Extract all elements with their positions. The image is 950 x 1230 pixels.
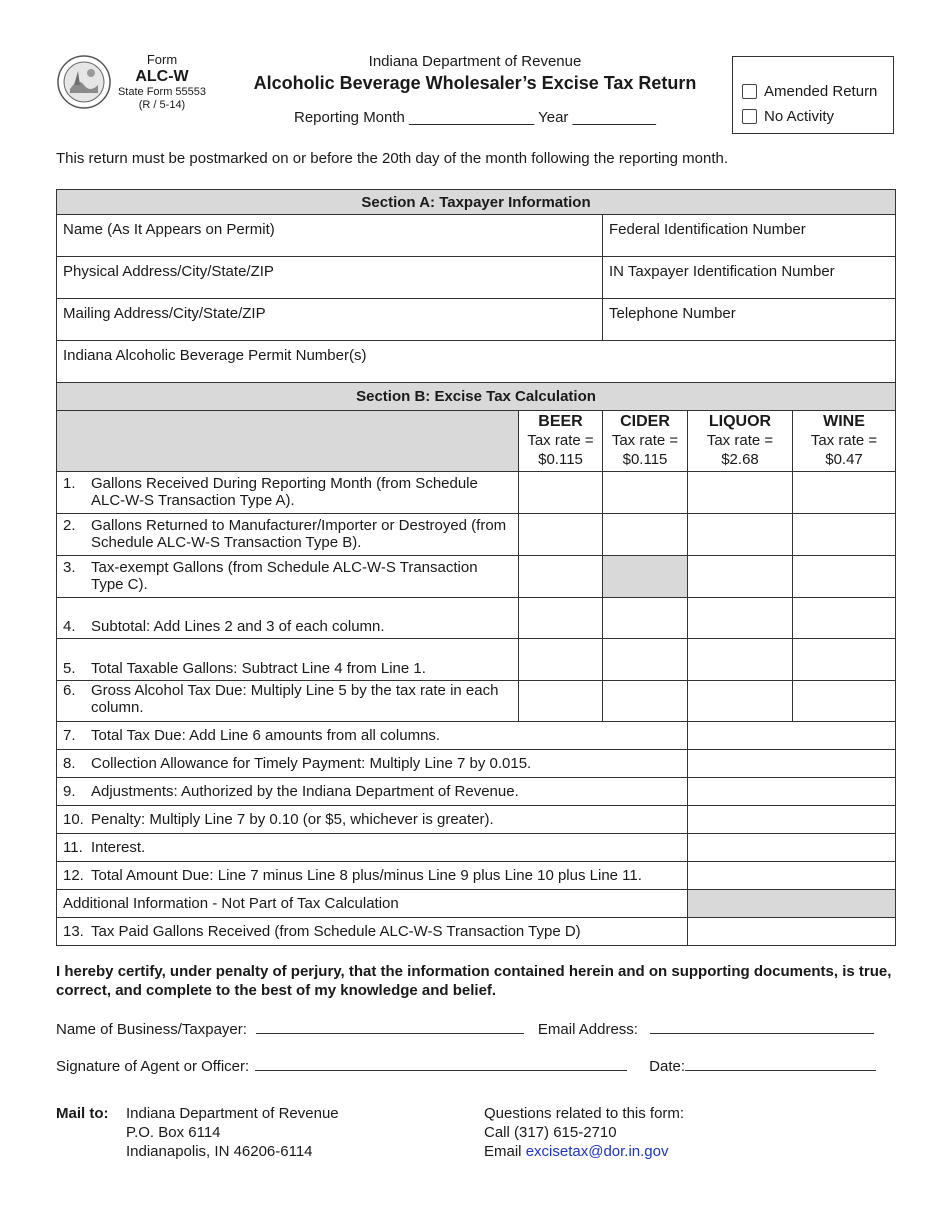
line-1-beer-input[interactable] (519, 472, 603, 514)
line-13-description (57, 918, 688, 946)
line-6-beer-input[interactable] (519, 681, 603, 722)
line-number: 12. (63, 867, 84, 884)
line-number: 8. (63, 755, 76, 772)
line-text: Total Taxable Gallons: Subtract Line 4 from Line 1. (91, 660, 426, 677)
line-text: Tax Paid Gallons Received (from Schedule ALC-W-S Transaction Type D) (91, 923, 581, 940)
rate-value: $0.115 (538, 451, 583, 468)
line-9-input[interactable] (688, 778, 896, 806)
year-field[interactable]: Year __________ (538, 109, 656, 126)
form-code: ALC-W (135, 67, 189, 85)
column-name: LIQUOR (708, 413, 772, 431)
amended-return-option[interactable] (742, 79, 893, 104)
rate-label: Tax rate = (810, 432, 878, 450)
column-name: BEER (538, 413, 583, 431)
line-13-input[interactable] (688, 918, 896, 946)
line-6-wine-input[interactable] (793, 681, 896, 722)
line-1-liquor-input[interactable] (688, 472, 793, 514)
column-header-liquor (688, 411, 793, 472)
date-label: Date: (649, 1058, 686, 1075)
line-6-description (57, 681, 519, 722)
tax-return-table (56, 189, 896, 946)
mailing-address-field[interactable]: Mailing Address/City/State/ZIP (57, 299, 603, 341)
business-email-row (56, 1019, 874, 1038)
no-activity-label: No Activity (764, 108, 835, 125)
business-name-input[interactable] (256, 1019, 524, 1034)
line-number: 9. (63, 783, 76, 800)
line-number: 2. (63, 517, 76, 534)
reporting-month-field[interactable]: Reporting Month _______________ (293, 109, 535, 126)
section-a-heading: Section A: Taxpayer Information (57, 190, 896, 215)
postmark-notice: This return must be postmarked on or before the 20th day of the month following the reporting month. (56, 150, 729, 167)
signature-input[interactable] (255, 1056, 627, 1071)
additional-info-heading: Additional Information - Not Part of Tax Calculation (57, 890, 688, 918)
line-1-wine-input[interactable] (793, 472, 896, 514)
column-header-cider (603, 411, 688, 472)
line-2-description (57, 514, 519, 556)
line-12-input[interactable] (688, 862, 896, 890)
rate-value: $2.68 (721, 451, 759, 468)
column-name: WINE (823, 413, 865, 431)
line-text: Total Tax Due: Add Line 6 amounts from all columns. (91, 727, 441, 744)
form-identifier (112, 53, 212, 112)
state-form-number: State Form 55553 (117, 86, 207, 99)
certification-statement: I hereby certify, under penalty of perjury, that the information contained herein and on supporting documents, is true, correct, and complete to the best of my knowledge and belief. (56, 963, 892, 999)
line-8-description (57, 750, 688, 778)
line-3-liquor-input[interactable] (688, 556, 793, 598)
line-5-wine-input[interactable] (793, 639, 896, 681)
line-5-description (57, 639, 519, 681)
form-header (230, 53, 720, 126)
questions-heading: Questions related to this form: (484, 1105, 685, 1122)
line-6-cider-input[interactable] (603, 681, 688, 722)
rate-label: Tax rate = (527, 432, 594, 450)
line-4-beer-input[interactable] (519, 598, 603, 639)
section-b-heading: Section B: Excise Tax Calculation (57, 383, 896, 411)
line-4-liquor-input[interactable] (688, 598, 793, 639)
rate-label: Tax rate = (706, 432, 774, 450)
mail-line: Indiana Department of Revenue (126, 1105, 339, 1122)
mail-address (126, 1105, 339, 1161)
email-prefix: Email (484, 1142, 522, 1160)
in-taxpayer-id-field[interactable]: IN Taxpayer Identification Number (603, 257, 896, 299)
line-8-input[interactable] (688, 750, 896, 778)
fein-field[interactable]: Federal Identification Number (603, 215, 896, 257)
line-text: Collection Allowance for Timely Payment: Multiply Line 7 by 0.015. (91, 755, 532, 772)
email-label: Email Address: (537, 1021, 638, 1038)
line-text: Gallons Returned to Manufacturer/Importer or Destroyed (from Schedule ALC-W-S Transaction Type B). (91, 517, 507, 551)
line-number: 4. (63, 618, 76, 635)
line-2-wine-input[interactable] (793, 514, 896, 556)
email-input[interactable] (650, 1019, 874, 1034)
line-text: Gross Alcohol Tax Due: Multiply Line 5 by the tax rate in each column. (91, 682, 499, 716)
line-11-input[interactable] (688, 834, 896, 862)
line-6-liquor-input[interactable] (688, 681, 793, 722)
form-title: Alcoholic Beverage Wholesaler’s Excise Tax Return (253, 73, 697, 93)
line-text: Subtotal: Add Lines 2 and 3 of each column. (91, 618, 385, 635)
line-number: 10. (63, 811, 84, 828)
no-activity-option[interactable] (742, 104, 893, 129)
rate-value: $0.47 (825, 451, 863, 468)
line-4-cider-input[interactable] (603, 598, 688, 639)
contact-email-link[interactable]: excisetax@dor.in.gov (525, 1142, 669, 1160)
line-9-description (57, 778, 688, 806)
line-number: 3. (63, 559, 76, 576)
line-number: 13. (63, 923, 84, 940)
line-1-description (57, 472, 519, 514)
line-2-cider-input[interactable] (603, 514, 688, 556)
form-word: Form (146, 52, 178, 67)
column-header-wine (793, 411, 896, 472)
date-input[interactable] (685, 1056, 876, 1071)
line-11-description (57, 834, 688, 862)
permit-number-field[interactable]: Indiana Alcoholic Beverage Permit Number(s) (57, 341, 896, 383)
line-10-description (57, 806, 688, 834)
questions-email-row (484, 1143, 684, 1162)
line-text: Gallons Received During Reporting Month (from Schedule ALC-W-S Transaction Type A). (91, 475, 478, 509)
line-2-beer-input[interactable] (519, 514, 603, 556)
column-name: CIDER (620, 413, 670, 431)
reporting-period (230, 109, 720, 126)
rate-value: $0.115 (622, 451, 668, 468)
return-type-box (732, 56, 894, 134)
mailing-address-block (56, 1105, 339, 1161)
rate-label: Tax rate = (611, 432, 679, 450)
line-2-liquor-input[interactable] (688, 514, 793, 556)
line-3-cider-shaded (603, 556, 688, 598)
business-name-label: Name of Business/Taxpayer: (56, 1021, 247, 1038)
amended-return-label: Amended Return (764, 83, 878, 100)
telephone-field[interactable]: Telephone Number (603, 299, 896, 341)
line-12-description (57, 862, 688, 890)
questions-phone: Call (317) 615-2710 (484, 1123, 617, 1141)
additional-info-shaded (688, 890, 896, 918)
line-text: Interest. (91, 839, 146, 856)
line-number: 7. (63, 727, 76, 744)
line-number: 6. (63, 682, 76, 699)
mail-line: P.O. Box 6114 (126, 1123, 221, 1141)
state-seal-logo (56, 55, 112, 109)
line-3-wine-input[interactable] (793, 556, 896, 598)
questions-block (484, 1105, 684, 1161)
line-3-beer-input[interactable] (519, 556, 603, 598)
mail-line: Indianapolis, IN 46206-6114 (126, 1142, 313, 1160)
line-4-description (57, 598, 519, 639)
line-10-input[interactable] (688, 806, 896, 834)
line-5-liquor-input[interactable] (688, 639, 793, 681)
line-5-cider-input[interactable] (603, 639, 688, 681)
signature-label: Signature of Agent or Officer: (56, 1058, 250, 1075)
form-revision: (R / 5-14) (138, 98, 186, 111)
column-header-blank (57, 411, 519, 472)
line-1-cider-input[interactable] (603, 472, 688, 514)
line-number: 5. (63, 660, 76, 677)
line-text: Tax-exempt Gallons (from Schedule ALC-W-S Transaction Type C). (91, 559, 478, 593)
signature-date-row (56, 1056, 876, 1075)
line-7-description (57, 722, 688, 750)
column-header-beer (519, 411, 603, 472)
department-name: Indiana Department of Revenue (368, 53, 582, 70)
line-5-beer-input[interactable] (519, 639, 603, 681)
line-text: Adjustments: Authorized by the Indiana Department of Revenue. (91, 783, 519, 800)
line-number: 1. (63, 475, 76, 492)
line-4-wine-input[interactable] (793, 598, 896, 639)
taxpayer-name-field[interactable]: Name (As It Appears on Permit) (57, 215, 603, 257)
no-activity-checkbox[interactable] (742, 109, 757, 124)
line-text: Penalty: Multiply Line 7 by 0.10 (or $5, whichever is greater). (91, 811, 494, 828)
line-7-input[interactable] (688, 722, 896, 750)
line-text: Total Amount Due: Line 7 minus Line 8 plus/minus Line 9 plus Line 10 plus Line 11. (91, 867, 642, 884)
amended-return-checkbox[interactable] (742, 84, 757, 99)
mail-to-label: Mail to: (56, 1105, 109, 1122)
line-3-description (57, 556, 519, 598)
line-number: 11. (63, 839, 83, 856)
physical-address-field[interactable]: Physical Address/City/State/ZIP (57, 257, 603, 299)
